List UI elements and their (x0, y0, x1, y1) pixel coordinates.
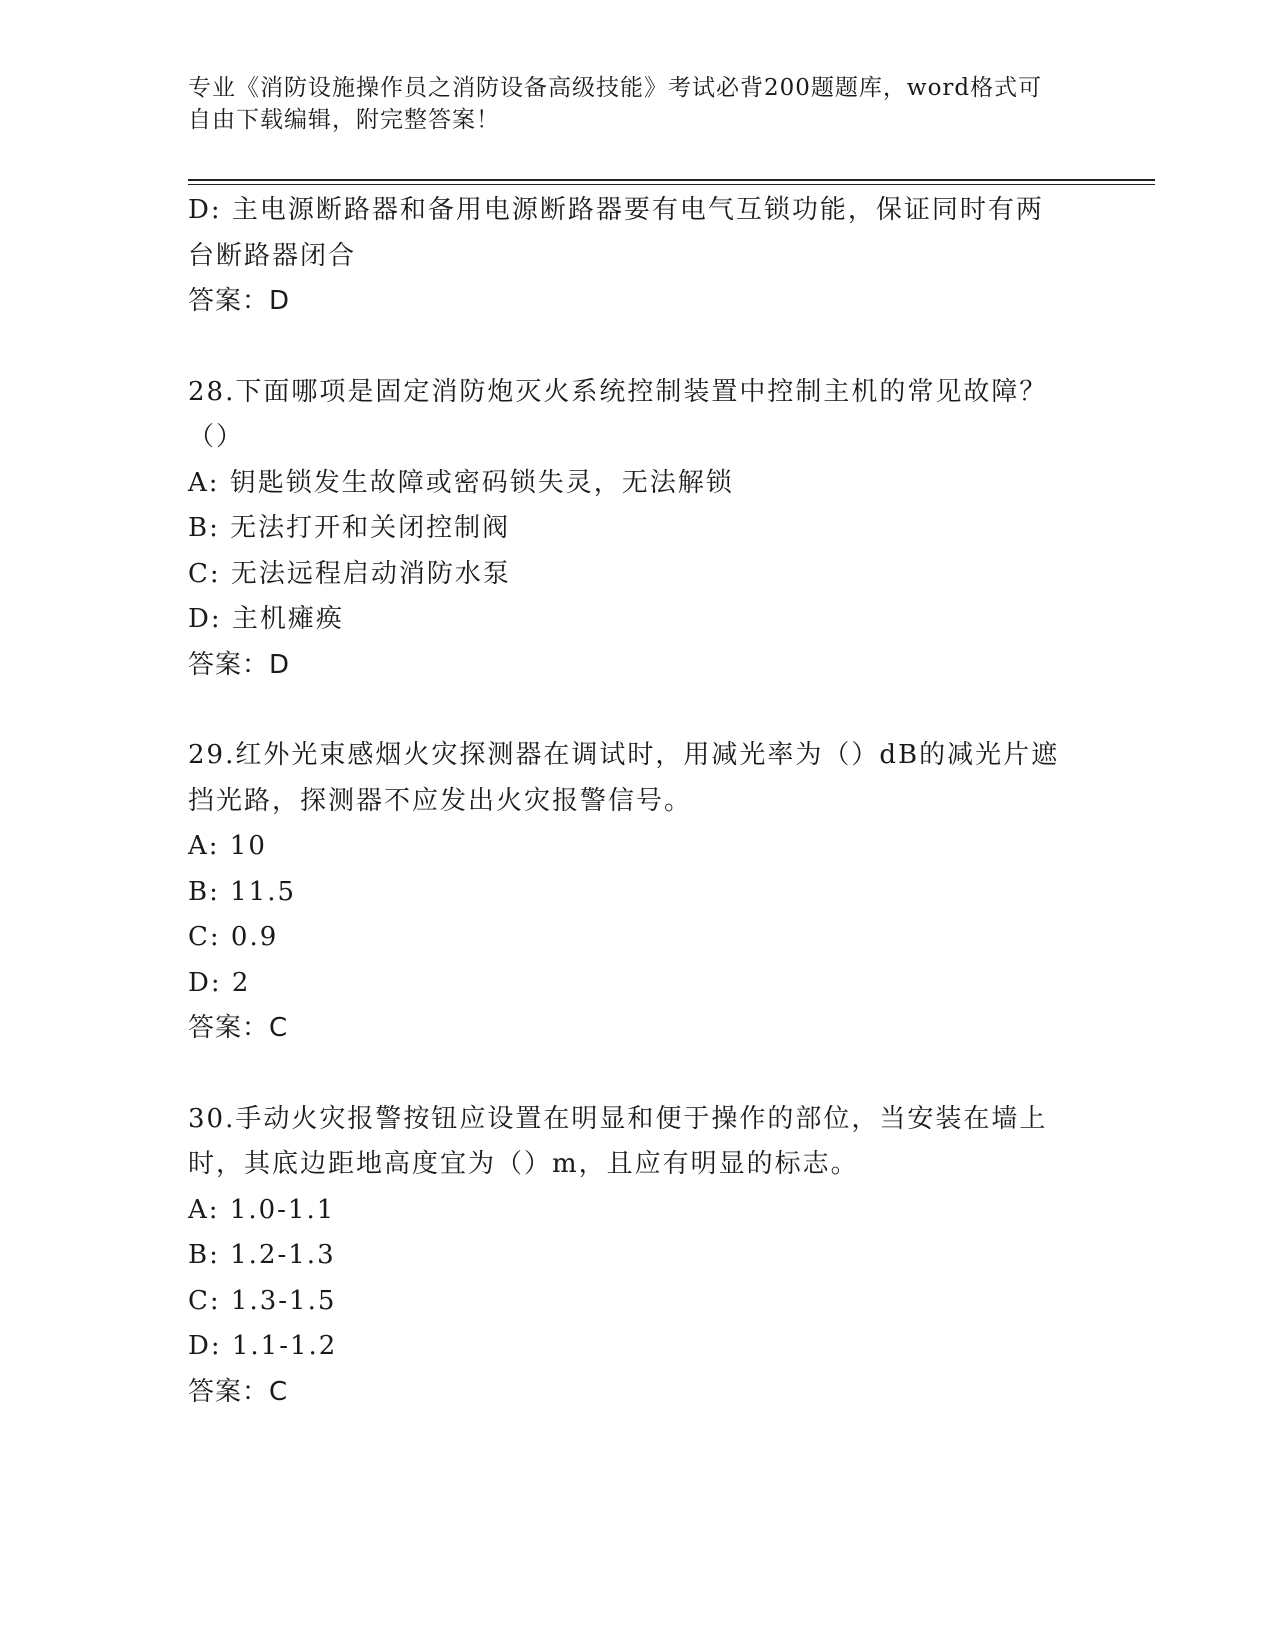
page-header (188, 72, 1088, 136)
answer-line: 答案：D (188, 649, 291, 680)
question-option-d-cont: 台断路器闭合 (188, 240, 357, 271)
option-b: B: 无法打开和关闭控制阀 (188, 513, 511, 543)
option-d: D: 主机瘫痪 (188, 604, 344, 634)
question-block (188, 733, 1088, 1052)
header-line-2: 自由下载编辑，附完整答案！ (188, 107, 500, 133)
question-option-d: D: 主电源断路器和备用电源断路器要有电气互锁功能，保证同时有两 (188, 195, 1044, 225)
answer-line: 答案：D (188, 286, 291, 316)
answer-line: 答案：C (188, 1376, 289, 1407)
question-block (188, 188, 1088, 325)
question-text: 30.手动火灾报警按钮应设置在明显和便于操作的部位，当安装在墙上 (188, 1103, 1048, 1134)
option-b: B: 1.2-1.3 (188, 1240, 336, 1270)
question-text: 29.红外光束感烟火灾探测器在调试时，用减光率为（）dB的减光片遮 (188, 740, 1060, 770)
header-line-1: 专业《消防设施操作员之消防设备高级技能》考试必背200题题库，word格式可 (188, 75, 1043, 101)
option-c: C: 0.9 (188, 922, 279, 952)
question-text-cont: 挡光路，探测器不应发出火灾报警信号。 (188, 785, 693, 816)
question-text: 28.下面哪项是固定消防炮灭火系统控制装置中控制主机的常见故障？ (188, 376, 1048, 407)
option-d: D: 1.1-1.2 (188, 1331, 338, 1361)
question-text-cont: 时，其底边距地高度宜为（）m，且应有明显的标志。 (188, 1149, 859, 1179)
option-c: C: 无法远程启动消防水泵 (188, 558, 511, 589)
option-c: C: 1.3-1.5 (188, 1285, 337, 1316)
option-d: D: 2 (188, 967, 251, 998)
question-list (188, 188, 1088, 1415)
header-rule (188, 179, 1155, 185)
option-b: B: 11.5 (188, 876, 297, 907)
question-block (188, 1097, 1088, 1416)
option-a: A: 10 (188, 831, 267, 861)
question-text-cont: （） (188, 422, 245, 452)
answer-line: 答案：C (188, 1013, 289, 1043)
option-a: A: 1.0-1.1 (188, 1194, 336, 1225)
option-a: A: 钥匙锁发生故障或密码锁失灵，无法解锁 (188, 467, 734, 498)
question-block (188, 370, 1088, 689)
